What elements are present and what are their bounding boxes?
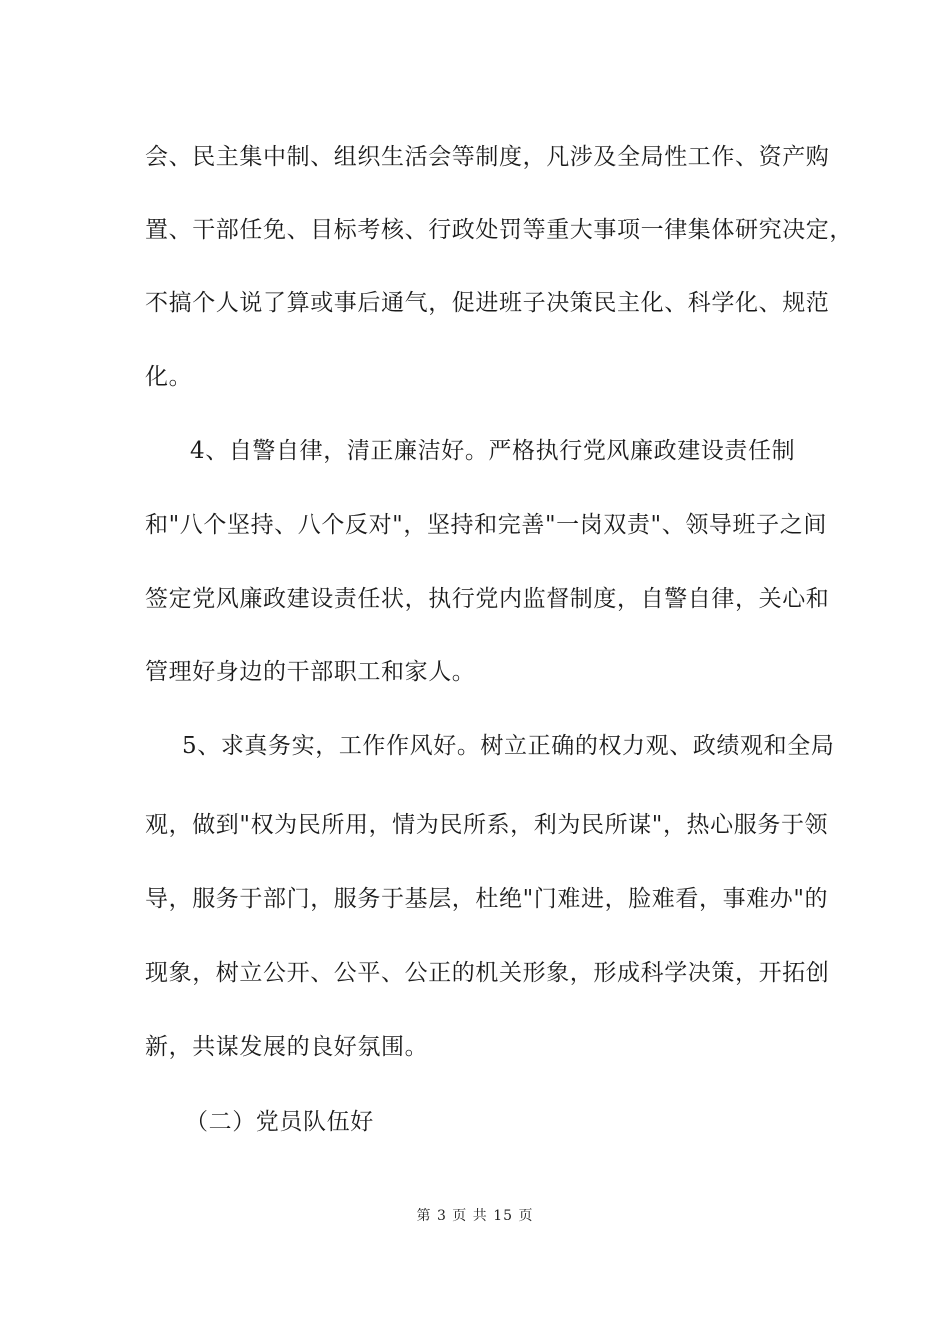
- text-line: 化。: [145, 364, 193, 390]
- text-line: 置、干部任免、目标考核、行政处罚等重大事项一律集体研究决定，: [145, 217, 853, 243]
- text-line: 和"八个坚持、八个反对"，坚持和完善"一岗双责"、领导班子之间: [145, 512, 827, 538]
- text-line: 新，共谋发展的良好氛围。: [145, 1034, 429, 1060]
- text-line: 观，做到"权为民所用，情为民所系，利为民所谋"，热心服务于领: [145, 812, 829, 838]
- text-line: 签定党风廉政建设责任状，执行党内监督制度，自警自律，关心和: [145, 586, 830, 612]
- text-line: 现象，树立公开、公平、公正的机关形象，形成科学决策，开拓创: [145, 960, 830, 986]
- paragraph-5-first-line: 5、求真务实，工作作风好。树立正确的权力观、政绩观和全局: [182, 733, 835, 759]
- page-number-footer: 第 3 页 共 15 页: [416, 1208, 534, 1224]
- text-line: 管理好身边的干部职工和家人。: [145, 659, 476, 685]
- text-line: 会、民主集中制、组织生活会等制度，凡涉及全局性工作、资产购: [145, 144, 830, 170]
- paragraph-4-first-line: 4、自警自律，清正廉洁好。严格执行党风廉政建设责任制: [190, 438, 796, 464]
- section-heading: （二）党员队伍好: [185, 1109, 374, 1135]
- text-line: 不搞个人说了算或事后通气，促进班子决策民主化、科学化、规范: [145, 290, 830, 316]
- text-line: 导，服务于部门，服务于基层，杜绝"门难进，脸难看，事难办"的: [145, 886, 829, 912]
